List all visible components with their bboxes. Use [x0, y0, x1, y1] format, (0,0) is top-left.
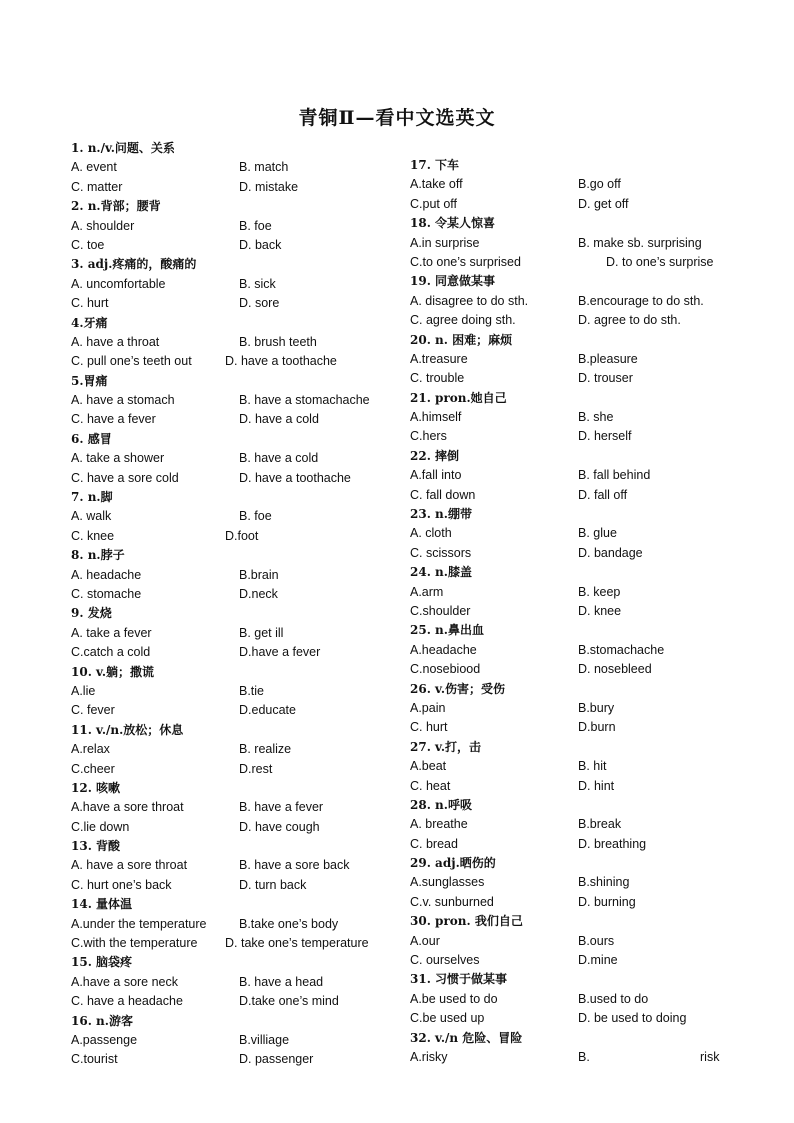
option-c: C. toe	[71, 237, 105, 252]
option-row	[71, 391, 401, 410]
option-row	[410, 873, 740, 892]
option-row	[410, 311, 740, 330]
option-c: C. fall down	[410, 487, 476, 502]
option-d: D.neck	[239, 586, 278, 601]
option-c: C. agree doing sth.	[410, 313, 516, 328]
option-a: A.be used to do	[410, 991, 498, 1006]
question-item	[71, 255, 401, 313]
question-prompt: 9. 发烧	[71, 606, 112, 621]
question-prompt: 1. n./v.问题、关系	[71, 141, 175, 155]
question-prompt: 28. n.呼吸	[410, 797, 472, 812]
option-row	[410, 932, 740, 951]
question-item	[71, 546, 401, 604]
option-b: B.take one’s body	[239, 916, 339, 931]
option-d: D. breathing	[578, 836, 647, 851]
question-item	[71, 314, 401, 372]
option-b: B. have a sore back	[239, 858, 350, 873]
option-c: C. bread	[410, 836, 458, 851]
question-item	[71, 488, 401, 546]
question-prompt: 31. 习惯于做某事	[410, 972, 508, 987]
option-b: B. make sb. surprising	[578, 235, 702, 250]
option-a: A. uncomfortable	[71, 276, 166, 291]
option-row	[71, 527, 401, 546]
option-d: D.foot	[225, 528, 259, 543]
option-c: C.be used up	[410, 1011, 485, 1026]
option-row	[71, 701, 401, 720]
left-column	[71, 139, 401, 1070]
option-row	[410, 835, 740, 854]
option-a: A. walk	[71, 509, 112, 524]
option-d: D. have a cold	[239, 412, 319, 427]
option-row	[410, 408, 740, 427]
option-row	[71, 915, 401, 934]
option-row	[410, 1048, 740, 1067]
option-c: C. heat	[410, 778, 451, 793]
question-prompt: 8. n.脖子	[71, 548, 125, 563]
option-b: B.used to do	[578, 991, 649, 1006]
question-item	[410, 912, 740, 970]
option-d: D. knee	[578, 603, 622, 618]
option-row	[410, 524, 740, 543]
option-a: A.under the temperature	[71, 916, 207, 931]
question-item	[71, 197, 401, 255]
option-d: D.burn	[578, 720, 616, 735]
option-b: B.	[578, 1049, 590, 1064]
option-row	[71, 856, 401, 875]
question-item	[410, 563, 740, 621]
option-a: A.sunglasses	[410, 875, 485, 890]
option-row	[410, 718, 740, 737]
option-a: A.risky	[410, 1049, 448, 1064]
option-a: A.passenge	[71, 1032, 138, 1047]
option-c: C. hurt	[410, 720, 448, 735]
option-row	[410, 369, 740, 388]
option-row	[71, 740, 401, 759]
option-row	[71, 294, 401, 313]
option-c: C. hurt one’s back	[71, 877, 172, 892]
option-c: C. knee	[71, 528, 115, 543]
option-b: B. sick	[239, 276, 276, 291]
option-c: C. scissors	[410, 545, 472, 560]
option-c: C.cheer	[71, 761, 115, 776]
option-row	[71, 876, 401, 895]
option-a: A. have a sore throat	[71, 858, 188, 873]
option-row	[410, 602, 740, 621]
option-b: B. get ill	[239, 625, 284, 640]
option-a: A. disagree to do sth.	[410, 293, 529, 308]
question-prompt: 29. adj.晒伤的	[410, 856, 496, 871]
option-b: B.encourage to do sth.	[578, 293, 704, 308]
option-c: C.lie down	[71, 819, 130, 834]
option-b: B.pleasure	[578, 351, 638, 366]
option-row	[410, 1009, 740, 1028]
option-row	[410, 660, 740, 679]
option-d: D.take one’s mind	[239, 994, 339, 1009]
option-b: B. glue	[578, 526, 617, 541]
option-d: D.mine	[578, 953, 618, 968]
option-c: C.shoulder	[410, 603, 471, 618]
option-c: C.to one’s surprised	[410, 254, 521, 269]
option-row	[71, 585, 401, 604]
question-item	[410, 447, 740, 505]
option-row	[410, 427, 740, 446]
option-row	[71, 449, 401, 468]
option-row	[71, 992, 401, 1011]
option-d: D. take one’s temperature	[225, 936, 369, 951]
option-b: B.break	[578, 817, 622, 832]
question-prompt: 5.胃痛	[71, 373, 108, 388]
option-b: B. have a head	[239, 974, 324, 989]
option-d: D. be used to doing	[578, 1011, 687, 1026]
option-row	[71, 934, 401, 953]
option-row	[410, 234, 740, 253]
option-row	[71, 217, 401, 236]
option-b: B. foe	[239, 218, 272, 233]
option-row	[71, 643, 401, 662]
option-c: C.catch a cold	[71, 645, 151, 660]
option-a: A.arm	[410, 584, 444, 599]
question-prompt: 25. n.鼻出血	[410, 623, 484, 638]
option-row	[71, 973, 401, 992]
option-b: B.stomachache	[578, 642, 665, 657]
question-item	[410, 214, 740, 272]
question-prompt: 6. 感冒	[71, 431, 112, 446]
option-d: D. herself	[578, 429, 632, 444]
option-c: C.v. sunburned	[410, 894, 494, 909]
option-d: D.educate	[239, 703, 296, 718]
option-c: C. have a headache	[71, 994, 183, 1009]
option-a: A. headache	[71, 567, 142, 582]
option-row	[71, 352, 401, 371]
option-c: C. ourselves	[410, 953, 480, 968]
question-item	[410, 970, 740, 1028]
option-b: B.tie	[239, 683, 265, 698]
option-row	[410, 951, 740, 970]
option-a: A. take a shower	[71, 451, 165, 466]
option-row	[71, 1031, 401, 1050]
question-item	[410, 272, 740, 330]
option-a: A. cloth	[410, 526, 452, 541]
option-d: D. trouser	[578, 371, 633, 386]
option-a: A.pain	[410, 700, 446, 715]
question-prompt: 17. 下车	[410, 158, 460, 172]
question-item	[410, 796, 740, 854]
question-prompt: 12. 咳嗽	[71, 780, 121, 795]
question-item	[410, 738, 740, 796]
question-prompt: 22. 摔倒	[410, 448, 460, 463]
question-prompt: 7. n.脚	[71, 490, 113, 505]
option-b: B.go off	[578, 177, 621, 192]
question-prompt: 11. v./n.放松；休息	[71, 722, 184, 737]
option-a: A.fall into	[410, 468, 462, 483]
question-prompt: 20. n. 困难；麻烦	[410, 332, 513, 347]
option-c: C.with the temperature	[71, 936, 198, 951]
option-a: A.in surprise	[410, 235, 480, 250]
question-prompt: 4.牙痛	[71, 315, 108, 330]
option-b: B. fall behind	[578, 468, 651, 483]
option-row	[410, 350, 740, 369]
question-item	[410, 680, 740, 738]
option-a: A.lie	[71, 683, 96, 698]
option-b: B. foe	[239, 509, 272, 524]
question-item	[71, 372, 401, 430]
question-prompt: 14. 量体温	[71, 897, 133, 912]
option-c: C. hurt	[71, 296, 109, 311]
option-a: A. take a fever	[71, 625, 152, 640]
question-item	[410, 505, 740, 563]
option-c: C.tourist	[71, 1052, 118, 1067]
option-d: D. to one’s surprise	[606, 254, 714, 269]
option-c: C.hers	[410, 429, 447, 444]
option-row	[410, 641, 740, 660]
option-b-text: risk	[700, 1049, 720, 1064]
option-row	[71, 1050, 401, 1069]
option-d: D.rest	[239, 761, 273, 776]
option-b: B. match	[239, 160, 289, 175]
option-d: D. passenger	[239, 1052, 314, 1067]
option-row	[410, 699, 740, 718]
question-item	[410, 389, 740, 447]
question-prompt: 27. v.打，击	[410, 739, 481, 754]
question-prompt: 3. adj.疼痛的，酸痛的	[71, 257, 197, 272]
option-row	[71, 410, 401, 429]
option-row	[71, 566, 401, 585]
option-d: D. sore	[239, 296, 280, 311]
option-a: A.relax	[71, 742, 110, 757]
question-item	[410, 621, 740, 679]
option-d: D. hint	[578, 778, 615, 793]
option-b: B. have a fever	[239, 800, 324, 815]
question-prompt: 24. n.膝盖	[410, 565, 472, 580]
question-prompt: 10. v.躺；撒谎	[71, 664, 154, 679]
option-row	[71, 158, 401, 177]
option-c: C.put off	[410, 196, 458, 211]
question-prompt: 23. n.绷带	[410, 507, 472, 522]
option-row	[71, 275, 401, 294]
question-item	[71, 663, 401, 721]
option-a: A.have a sore throat	[71, 800, 184, 815]
option-row	[71, 682, 401, 701]
option-row	[71, 333, 401, 352]
option-b: B. have a stomachache	[239, 393, 370, 408]
option-c: C. pull one’s teeth out	[71, 354, 192, 369]
option-a: A.take off	[410, 177, 463, 192]
option-c: C. fever	[71, 703, 115, 718]
question-item	[71, 430, 401, 488]
option-d: D. bandage	[578, 545, 643, 560]
option-row	[410, 777, 740, 796]
option-d: D. agree to do sth.	[578, 313, 681, 328]
question-item	[71, 837, 401, 895]
option-row	[410, 175, 740, 194]
option-b: B.villiage	[239, 1032, 290, 1047]
option-row	[71, 178, 401, 197]
option-b: B. hit	[578, 759, 607, 774]
option-a: A.himself	[410, 410, 462, 425]
question-item	[71, 721, 401, 779]
question-item	[71, 895, 401, 953]
question-prompt: 13. 背酸	[71, 839, 121, 854]
option-a: A.beat	[410, 759, 447, 774]
question-prompt: 26. v.伤害；受伤	[410, 681, 505, 696]
question-prompt: 18. 令某人惊喜	[410, 216, 496, 231]
question-item	[410, 156, 740, 214]
option-b: B. keep	[578, 584, 621, 599]
option-a: A.treasure	[410, 351, 468, 366]
option-d: D. mistake	[239, 179, 299, 194]
option-a: A. event	[71, 160, 117, 175]
option-b: B. she	[578, 410, 614, 425]
question-item	[410, 331, 740, 389]
option-row	[71, 624, 401, 643]
option-c: C.nosebiood	[410, 662, 481, 677]
option-a: A.our	[410, 933, 440, 948]
option-d: D. get off	[578, 196, 629, 211]
option-b: B.bury	[578, 700, 615, 715]
option-d: D. back	[239, 237, 282, 252]
option-row	[410, 544, 740, 563]
right-column	[410, 156, 740, 1067]
page-title: 青铜Ⅱ—看中文选英文	[298, 107, 496, 129]
option-row	[410, 893, 740, 912]
option-b: B.shining	[578, 875, 630, 890]
option-row	[71, 469, 401, 488]
question-prompt: 19. 同意做某事	[410, 274, 496, 289]
question-item	[71, 779, 401, 837]
option-a: A. breathe	[410, 817, 468, 832]
question-item	[71, 1012, 401, 1070]
option-b: B.brain	[239, 567, 279, 582]
option-row	[410, 466, 740, 485]
option-d: D. have cough	[239, 819, 320, 834]
question-prompt: 15. 脑袋疼	[71, 955, 133, 970]
option-row	[410, 253, 740, 272]
option-a: A. have a throat	[71, 334, 160, 349]
option-d: D. have a toothache	[225, 354, 337, 369]
option-b: B. realize	[239, 742, 292, 757]
option-d: D. have a toothache	[239, 470, 351, 485]
question-prompt: 2. n.背部；腰背	[71, 199, 161, 214]
question-prompt: 30. pron. 我们自己	[410, 914, 523, 929]
option-c: C. have a fever	[71, 412, 156, 427]
question-prompt: 21. pron.她自己	[410, 390, 507, 405]
option-d: D. fall off	[578, 487, 628, 502]
option-row	[410, 583, 740, 602]
option-a: A.headache	[410, 642, 477, 657]
option-row	[71, 236, 401, 255]
option-b: B.ours	[578, 933, 615, 948]
question-item	[71, 604, 401, 662]
question-item	[71, 139, 401, 197]
question-item	[410, 1029, 740, 1068]
option-row	[410, 757, 740, 776]
option-c: C. matter	[71, 179, 123, 194]
option-row	[410, 815, 740, 834]
option-row	[410, 990, 740, 1009]
option-b: B. have a cold	[239, 451, 319, 466]
option-row	[71, 798, 401, 817]
question-prompt: 16. n.游客	[71, 1013, 133, 1028]
option-row	[410, 195, 740, 214]
option-row	[71, 818, 401, 837]
option-c: C. have a sore cold	[71, 470, 179, 485]
question-item	[410, 854, 740, 912]
option-row	[410, 292, 740, 311]
option-d: D. burning	[578, 894, 636, 909]
option-b: B. brush teeth	[239, 334, 317, 349]
option-c: C. stomache	[71, 586, 142, 601]
option-row	[71, 507, 401, 526]
option-row	[71, 760, 401, 779]
option-d: D. nosebleed	[578, 662, 652, 677]
option-row	[410, 486, 740, 505]
option-d: D.have a fever	[239, 645, 321, 660]
question-prompt: 32. v./n 危险、冒险	[410, 1030, 523, 1045]
option-c: C. trouble	[410, 371, 465, 386]
option-a: A.have a sore neck	[71, 974, 179, 989]
option-d: D. turn back	[239, 877, 307, 892]
option-a: A. shoulder	[71, 218, 135, 233]
question-item	[71, 953, 401, 1011]
option-a: A. have a stomach	[71, 393, 175, 408]
